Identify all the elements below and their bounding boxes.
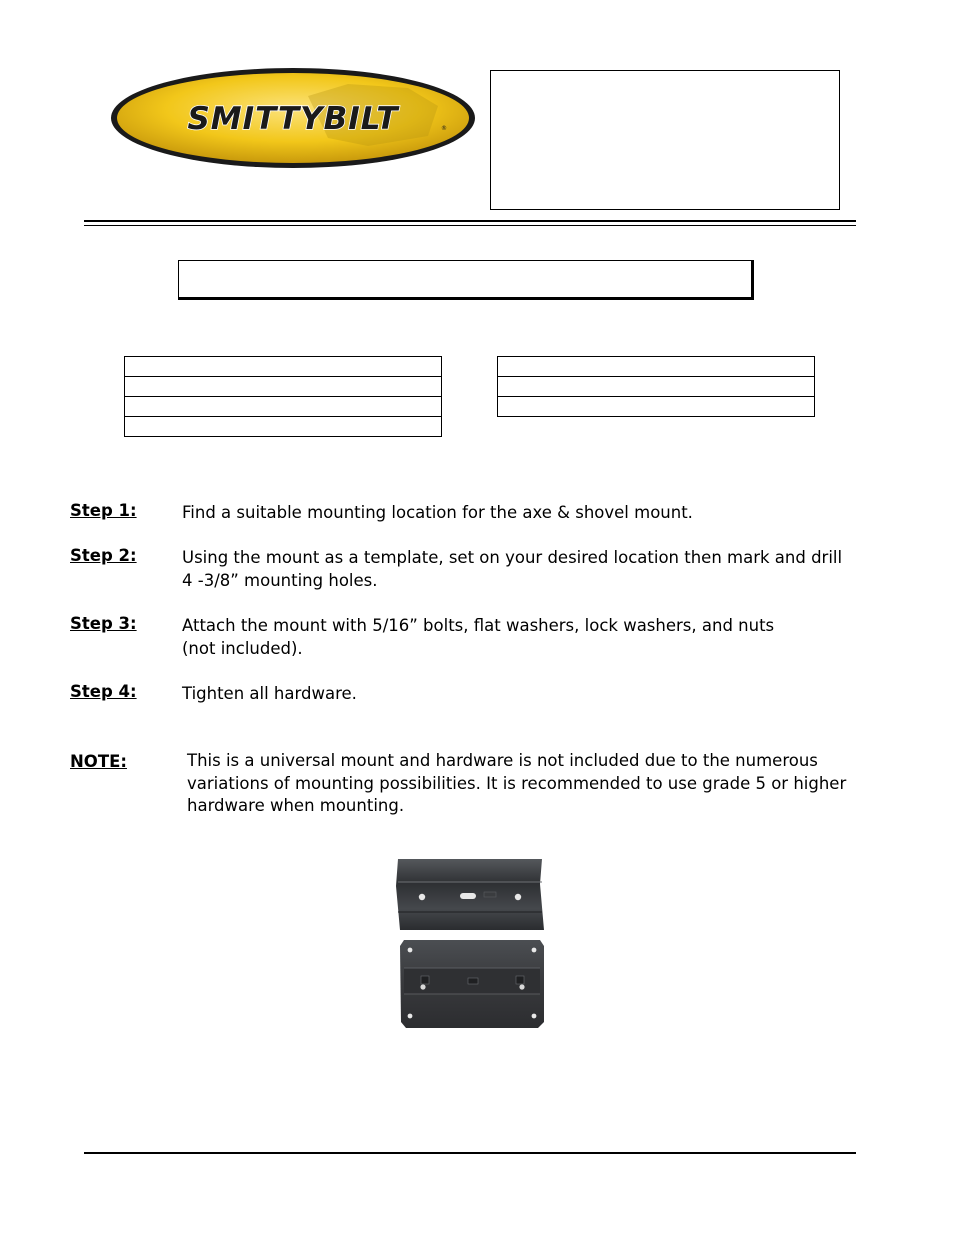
note-text: This is a universal mount and hardware is not included due to the numerous variations of mounting possibilities. It is recommended to use grade 5 or higher hardware when mounting. (187, 751, 847, 815)
step-1-text: Find a suitable mounting location for the axe & shovel mount. (182, 503, 693, 522)
header-info-box (490, 70, 840, 210)
step-3-label: Step 3: (70, 614, 137, 633)
svg-text:®: ® (441, 125, 447, 132)
step-4-label: Step 4: (70, 682, 137, 701)
footer-divider (84, 1152, 856, 1154)
title-box (178, 260, 754, 300)
step-1-label: Step 1: (70, 501, 137, 520)
mount-bracket-back-photo (398, 938, 546, 1030)
mount-bracket-front-photo (394, 856, 546, 932)
step-2-label: Step 2: (70, 546, 137, 565)
logo-wordmark: SMITTYBILT (187, 101, 399, 137)
header-divider (84, 220, 856, 226)
step-3-text: Attach the mount with 5/16” bolts, flat washers, lock washers, and nuts (not included). (182, 616, 775, 658)
step-2-text: Using the mount as a template, set on your desired location then mark and drill 4 -3/8” mounting holes. (182, 548, 843, 590)
note-label: NOTE: (70, 752, 127, 771)
parts-table-right (497, 356, 815, 417)
smittybilt-logo (108, 66, 478, 170)
parts-table-left (124, 356, 442, 437)
step-4-text: Tighten all hardware. (182, 684, 357, 703)
